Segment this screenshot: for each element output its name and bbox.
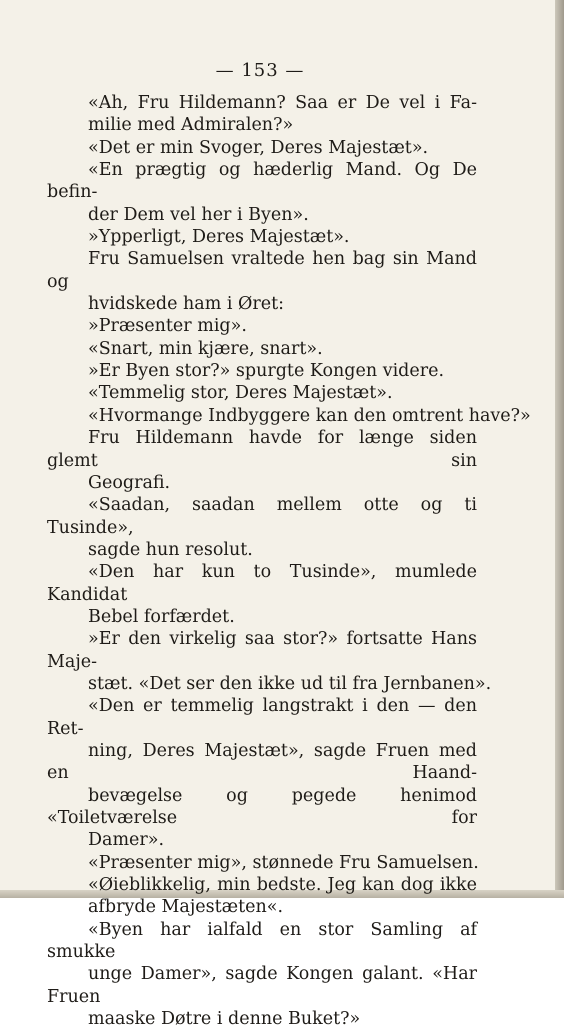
body-text: [47, 92, 531, 1030]
text-line: »Ypperligt, Deres Majestæt».: [88, 227, 350, 248]
text-line: «Byen har ialfald en stor Samling af smukke: [47, 919, 477, 963]
text-line: «Snart, min kjære, snart».: [88, 338, 323, 359]
paragraph: [47, 695, 477, 851]
text-line: Fru Hildemann havde for længe siden glemt sin: [47, 428, 477, 471]
paragraph: [47, 382, 477, 404]
text-line: ning, Deres Majestæt», sagde Fruen med en Haand-: [47, 740, 477, 784]
paragraph: [47, 159, 477, 226]
paragraph: [47, 628, 492, 695]
text-line: bevægelse og pegede henimod «Toiletværelse for: [47, 785, 477, 828]
paragraph: [47, 852, 477, 874]
text-line: «Temmelig stor, Deres Majestæt».: [88, 383, 393, 404]
text-line: sagde hun resolut.: [88, 539, 253, 560]
paragraph: [47, 226, 477, 248]
text-line: maaske Døtre i denne Buket?»: [88, 1009, 361, 1030]
text-line: »Er den virkelig saa stor?» fortsatte Hans Maje-: [47, 629, 477, 672]
text-line: «Ah, Fru Hildemann? Saa er De vel i Fa-: [88, 93, 477, 113]
page-number: — 153 —: [215, 60, 305, 81]
paragraph: [47, 248, 477, 315]
text-line: Damer».: [88, 830, 165, 851]
text-line: Fru Samuelsen vraltede hen bag sin Mand og: [47, 249, 477, 292]
paragraph: [47, 427, 477, 494]
text-line: der Dem vel her i Byen».: [88, 204, 309, 225]
paragraph: [47, 92, 477, 137]
text-line: «En prægtig og hæderlig Mand. Og De befin-: [47, 160, 477, 203]
text-line: stæt. «Det ser den ikke ud til fra Jernbanen».: [88, 673, 492, 694]
text-line: unge Damer», sagde Kongen galant. «Har Fruen: [47, 964, 477, 1007]
text-line: afbryde Majestæten«.: [88, 897, 284, 918]
text-line: «Præsenter mig», stønnede Fru Samuelsen.: [88, 852, 479, 873]
paragraph: [47, 494, 477, 561]
paragraph: [47, 874, 477, 919]
page-edge-right: [555, 0, 564, 898]
text-line: hvidskede ham i Øret:: [88, 294, 285, 315]
paragraph: [47, 561, 477, 628]
paragraph: [47, 315, 477, 337]
text-line: «Saadan, saadan mellem otte og ti Tusinde»,: [47, 495, 477, 538]
text-line: »Præsenter mig».: [88, 316, 247, 337]
text-line: «Den har kun to Tusinde», mumlede Kandidat: [47, 562, 477, 605]
text-line: «Den er temmelig langstrakt i den — den Ret-: [47, 696, 477, 739]
text-line: «Det er min Svoger, Deres Majestæt».: [88, 137, 429, 158]
paragraph: [47, 405, 531, 427]
paragraph: [47, 919, 477, 1030]
paragraph: [47, 360, 477, 382]
text-line: Geografi.: [88, 472, 171, 493]
text-line: «Øieblikkelig, min bedste. Jeg kan dog ikke: [88, 875, 477, 896]
text-line: »Er Byen stor?» spurgte Kongen videre.: [88, 361, 445, 382]
text-line: milie med Admiralen?»: [88, 115, 294, 136]
paragraph: [47, 137, 477, 159]
text-line: «Hvormange Indbyggere kan den omtrent have?»: [88, 405, 531, 426]
paragraph: [47, 338, 477, 360]
text-line: Bebel forfærdet.: [88, 606, 235, 627]
